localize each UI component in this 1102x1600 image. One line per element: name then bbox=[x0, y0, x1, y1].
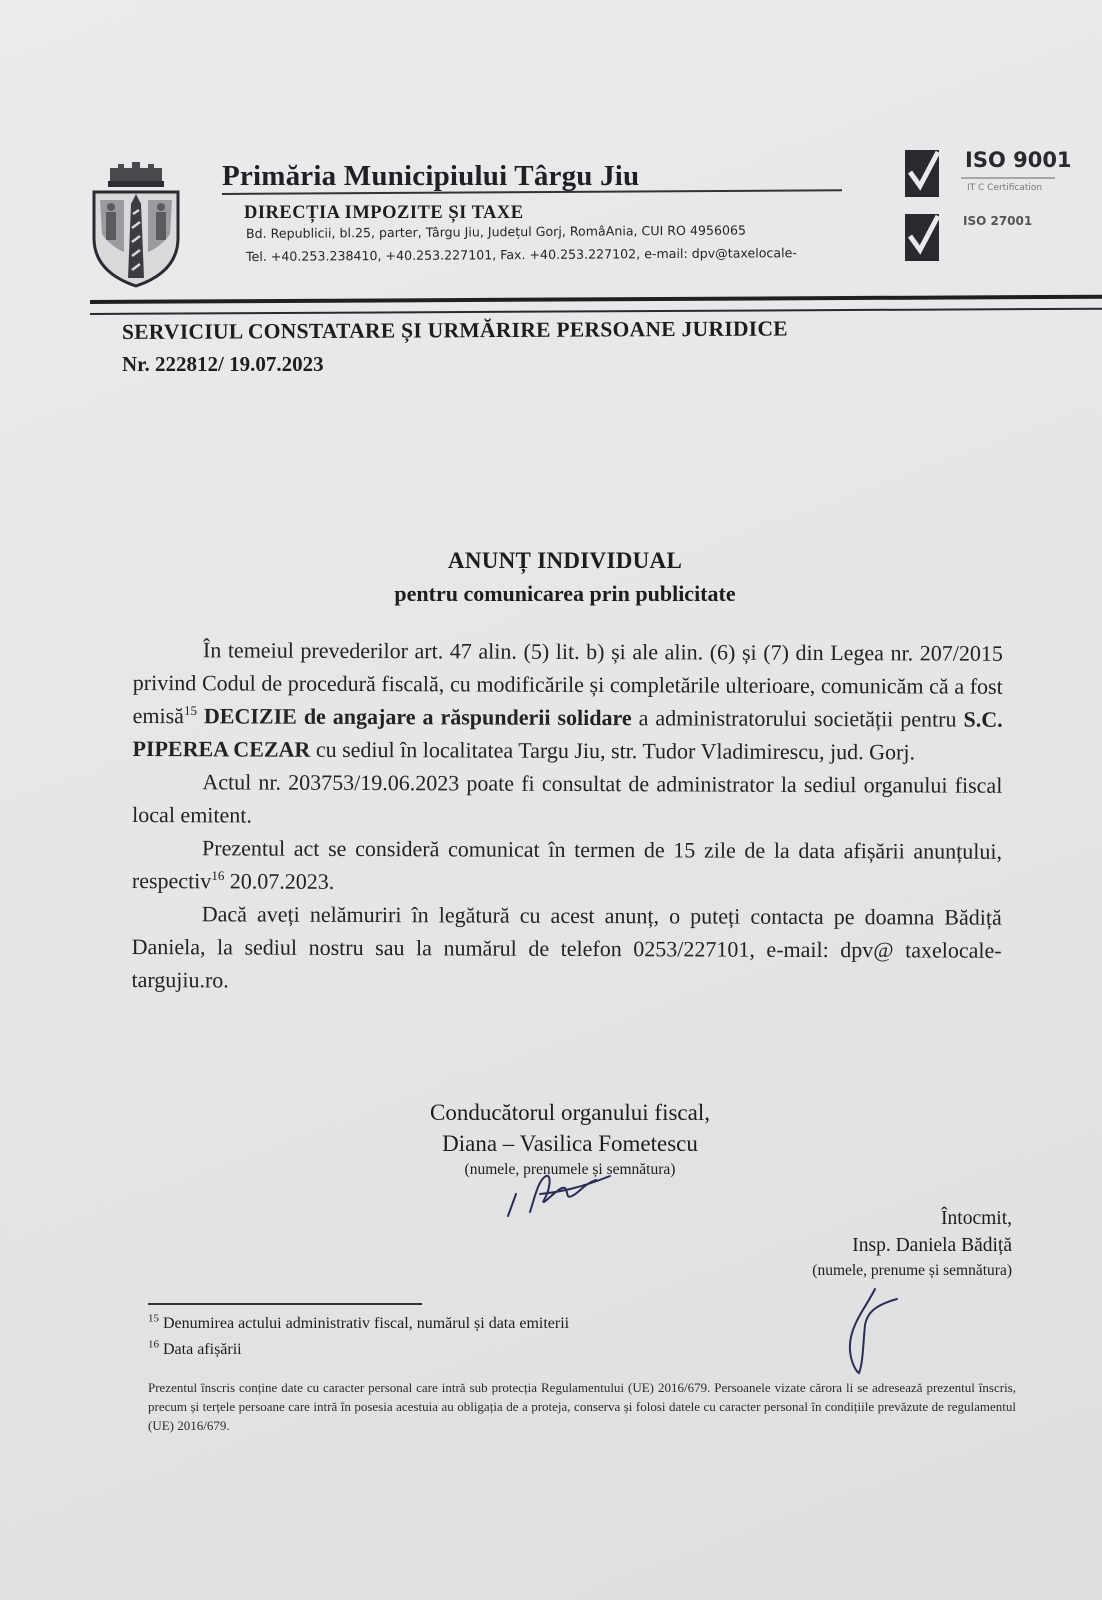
iso-cert-text: IT C Certification bbox=[967, 183, 1043, 193]
paragraph-3: Prezentul act se consideră comunicat în termen de 15 zile de la data afișării anunțului, respectiv$^{16}$ 20.07.2023. bbox=[131, 835, 1003, 894]
iso-9001-label: ISO 9001 bbox=[965, 148, 1072, 172]
head-name: Diana – Vasilica Fometescu bbox=[442, 1131, 698, 1156]
head-handwritten-signature bbox=[500, 1170, 620, 1220]
institution-name: Primăria Municipiului Târgu Jiu bbox=[222, 160, 640, 192]
coat-of-arms-icon bbox=[88, 160, 184, 288]
contact-line: Tel. +40.253.238410, +40.253.227101, Fax. +40.253.227102, e-mail: dpv@taxelocale- bbox=[245, 245, 797, 264]
footnote-divider bbox=[148, 1303, 422, 1305]
paragraph-2: Actul nr. 203753/19.06.2023 poate fi consultat de administrator la sediul organului fiscal local emitent. bbox=[132, 769, 1003, 828]
address-line: Bd. Republicii, bl.25, parter, Târgu Jiu, Județul Gorj, RomâAnia, CUI RO 4956065 bbox=[245, 222, 747, 241]
header-divider-thick bbox=[90, 295, 1102, 304]
registration-number: Nr. 222812/ 19.07.2023 bbox=[122, 352, 324, 376]
gdpr-notice: Prezentul înscris conține date cu caracter personal care intră sub protecția Regulamentului (UE) 2016/679. Persoanele vizate cărora li se adresează prezentul înscris, precum și terțele persoane care intră în posesia acestuia au obligația de a proteja, conserva și folosi datele cu caracter personal în condițiile prevăzute de regulamentul (UE) 2016/679. bbox=[148, 1380, 1016, 1433]
directorate-name: DIRECȚIA IMPOZITE ȘI TAXE bbox=[244, 203, 524, 223]
header-divider-thin bbox=[90, 308, 1102, 315]
head-note: (numele, prenumele și semnătura) bbox=[464, 1161, 676, 1178]
paragraph-1: În temeiul prevederilor art. 47 alin. (5) lit. b) și ale alin. (6) și (7) din Legea nr. 207/2015 privind Codul de procedură fiscală, cu modificările și completările ulterioare, comunicăm că a fost emisă$^{15}$ DECIZIE de angajare a răspunderii solidare a administratorului societății pentru S.C. PIPEREA CEZAR cu sediul în localitatea Targu Jiu, str. Tudor Vladimirescu, jud. Gorj. bbox=[132, 637, 1003, 765]
notice-body bbox=[131, 633, 1003, 1000]
paragraph-4: Dacă aveți nelămuriri în legătură cu acest anunț, o puteți contacta pe doamna Bădiță Daniela, la sediul nostru sau la numărul de telefon 0253/227101, e-mail: dpv@ taxelocale-targujiu.ro. bbox=[131, 901, 1002, 993]
preparer-role: Întocmit, bbox=[941, 1208, 1012, 1229]
preparer-handwritten-signature bbox=[845, 1285, 905, 1375]
preparer-name: Insp. Daniela Bădiță bbox=[852, 1235, 1012, 1256]
head-role: Conducătorul organului fiscal, bbox=[430, 1100, 710, 1125]
preparer-note: (numele, prenume și semnătura) bbox=[812, 1262, 1012, 1279]
service-name: SERVICIUL CONSTATARE ȘI URMĂRIRE PERSOANE JURIDICE bbox=[121, 316, 788, 344]
footnote-16: $^{16}$ Data afișării bbox=[148, 1338, 242, 1358]
footnote-ref-15: 15 bbox=[183, 702, 198, 718]
footnote-15: $^{15}$ Denumirea actului administrativ fiscal, numărul și data emiterii bbox=[148, 1312, 570, 1332]
iso-27001-label: ISO 27001 bbox=[963, 214, 1033, 228]
notice-title: ANUNȚ INDIVIDUAL bbox=[447, 548, 683, 573]
preparer-signature-block bbox=[720, 1205, 1012, 1283]
head-signature-block bbox=[360, 1097, 780, 1181]
footnote-ref-16: 16 bbox=[211, 868, 225, 884]
company-name: S.C. PIPEREA CEZAR bbox=[132, 706, 1003, 762]
notice-subtitle: pentru comunicarea prin publicitate bbox=[394, 581, 736, 606]
